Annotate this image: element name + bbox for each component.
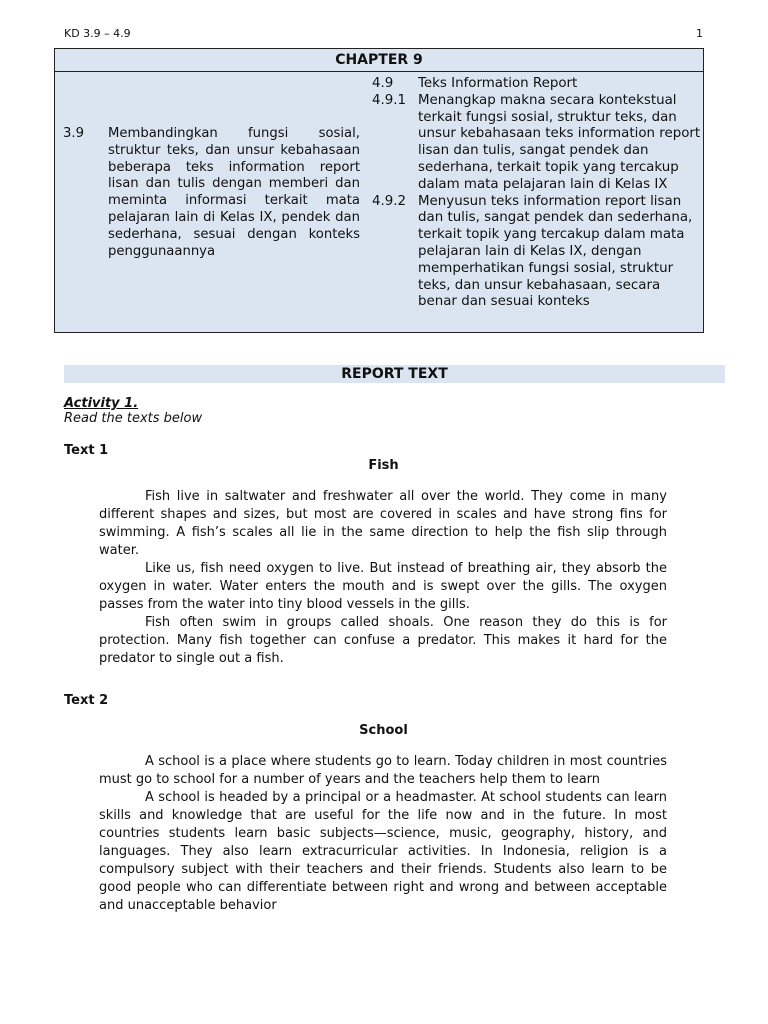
kd-left-number: 3.9 (63, 126, 84, 141)
text-2-title: School (359, 723, 408, 738)
section-bar (64, 365, 725, 383)
paragraph: Fish live in saltwater and freshwater all over the world. They come in many different shapes and sizes, but most are covered in scales and have strong fins for swimming. A fish’s scales all lie in the same direction to help the fish slip through water. (99, 489, 667, 558)
paragraph: Like us, fish need oxygen to live. But instead of breathing air, they absorb the oxygen in water. Water enters the mouth and is swept over the gills. The oxygen passes from the water into tiny blood vessels in the gills. (99, 561, 667, 612)
kd-right-number: 4.9.2 (372, 193, 407, 209)
kd-right-cell (372, 76, 702, 311)
kd-table (54, 48, 704, 333)
paragraph: A school is headed by a principal or a headmaster. At school students can learn skills and knowledge that are useful for the life now and in the future. In most countries students learn basic subjects—science, music, geography, history, and languages. They also learn extracurricular activities. In Indonesia, religion is a compulsory subject with their teachers and their friends. Students also learn to be good people who can differentiate between right and wrong and between acceptable and unacceptable behavior (99, 790, 667, 913)
kd-right-number: 4.9.1 (372, 92, 407, 108)
paragraph: Fish often swim in groups called shoals. One reason they do this is for protection. Many fish together can confuse a predator. This makes it hard for the predator to single out a fish. (99, 615, 667, 666)
text-2-body (99, 753, 667, 915)
page-number: 1 (696, 27, 703, 40)
kd-right-row (372, 76, 702, 93)
header-kd-label: KD 3.9 – 4.9 (64, 27, 131, 40)
kd-right-row (372, 93, 702, 194)
section-title: REPORT TEXT (341, 366, 448, 382)
kd-right-text: Menangkap makna secara kontekstual terkait fungsi sosial, struktur teks, dan unsur kebahasaan teks information report lisan dan tulis, sangat pendek dan sederhana, terkait topik yang tercakup dalam mata pelajaran lain di Kelas IX (418, 92, 701, 192)
kd-right-text: Teks Information Report (418, 76, 578, 91)
text-2-label: Text 2 (64, 693, 109, 708)
kd-right-row (372, 194, 702, 312)
activity-instruction: Read the texts below (64, 411, 203, 426)
text-1-title: Fish (368, 458, 399, 473)
kd-right-text: Menyusun teks information report lisan dan tulis, sangat pendek dan sederhana, terkait topik yang tercakup dalam mata pelajaran lain di Kelas IX, dengan memperhatikan fungsi sosial, struktur teks, dan unsur kebahasaan, secara benar dan sesuai konteks (418, 193, 693, 310)
text-1-body (99, 488, 667, 668)
kd-right-number: 4.9 (372, 76, 394, 91)
text-1-label: Text 1 (64, 443, 109, 458)
activity-title: Activity 1. (64, 396, 139, 411)
chapter-title: CHAPTER 9 (335, 52, 423, 68)
paragraph: A school is a place where students go to learn. Today children in most countries must go to school for a number of years and the teachers help them to learn (99, 754, 667, 787)
kd-left-text: Membandingkan fungsi sosial, struktur teks, dan unsur kebahasaan beberapa teks information report lisan dan tulis dengan memberi dan meminta informasi terkait mata pelajaran lain di Kelas IX, pendek dan sederhana, sesuai dengan konteks penggunaannya (108, 126, 360, 259)
table-divider (55, 71, 703, 72)
